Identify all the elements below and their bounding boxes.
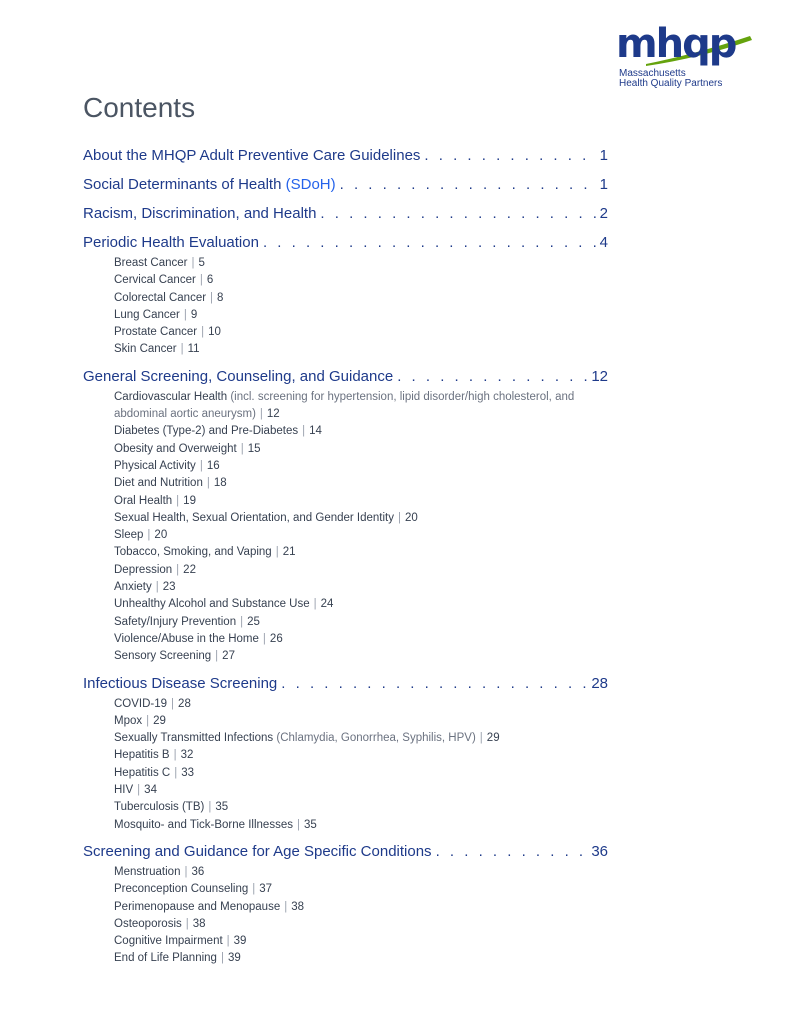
toc-section-page: 28 xyxy=(591,674,608,692)
toc-subsection-title: Cervical Cancer xyxy=(114,274,196,287)
toc-subsection-page: 38 xyxy=(192,917,206,930)
page-separator: | xyxy=(146,714,150,727)
toc-subsection-link[interactable] xyxy=(114,389,608,424)
page-separator: | xyxy=(220,952,224,965)
dot-leader xyxy=(340,174,596,196)
page-separator: | xyxy=(180,343,184,356)
toc-subsection-list xyxy=(83,389,608,666)
logo-org-name xyxy=(619,69,722,89)
toc-subsection-link[interactable] xyxy=(114,255,608,272)
toc-subsection-title: Breast Cancer xyxy=(114,257,188,269)
toc-subsection-link[interactable] xyxy=(114,562,608,579)
toc-subsection-title: Menstruation xyxy=(114,865,181,878)
toc-subsection-link[interactable] xyxy=(114,881,608,898)
toc-section-link[interactable] xyxy=(83,673,608,695)
toc-section-page: 1 xyxy=(599,176,608,193)
toc-subsection-link[interactable] xyxy=(114,648,608,665)
toc-subsection-page: 35 xyxy=(303,818,317,831)
toc-subsection-title: Colorectal Cancer xyxy=(114,291,207,304)
logo-org-line1: Massachusetts xyxy=(619,68,686,79)
toc-subsection-page: 19 xyxy=(183,494,196,507)
page-separator: | xyxy=(313,598,317,611)
toc-subsection-link[interactable] xyxy=(114,799,608,816)
page-separator: | xyxy=(275,546,279,559)
page-separator: | xyxy=(259,408,263,421)
toc-subsection-page: 39 xyxy=(233,935,247,948)
toc-subsection-title: COVID-19 xyxy=(114,697,168,710)
toc-subsection-link[interactable] xyxy=(114,579,608,596)
page-separator: | xyxy=(199,459,203,472)
page-separator: | xyxy=(208,801,212,814)
page-separator: | xyxy=(137,784,141,797)
page-separator: | xyxy=(171,697,175,710)
toc-section-title: Social Determinants of Health xyxy=(83,176,282,193)
page-separator: | xyxy=(155,581,159,594)
toc-section-title: Racism, Discrimination, and Health xyxy=(83,205,317,222)
toc-subsection-title: HIV xyxy=(114,784,134,797)
toc-subsection-title: Mpox xyxy=(114,714,143,727)
toc-section xyxy=(83,366,608,666)
toc-subsection-link[interactable] xyxy=(114,631,608,648)
toc-subsection-page: 21 xyxy=(282,546,296,559)
toc-subsection-note: (incl. screening for hypertension, lipid disorder/high cholesterol, and abdominal aortic aneurysm) xyxy=(114,390,575,421)
toc-subsection-link[interactable] xyxy=(114,916,608,933)
toc-subsection-list xyxy=(83,255,608,359)
toc-section-page: 36 xyxy=(591,842,608,860)
toc-subsection-title: Safety/Injury Prevention xyxy=(114,615,237,628)
toc-subsection-link[interactable] xyxy=(114,423,608,440)
toc-subsection-link[interactable] xyxy=(114,899,608,916)
toc-subsection-title: Sexual Health, Sexual Orientation, and Gender Identity xyxy=(114,511,395,524)
toc-subsection-link[interactable] xyxy=(114,510,608,527)
toc-subsection-title: Perimenopause and Menopause xyxy=(114,900,281,913)
toc-section-link[interactable] xyxy=(83,232,608,254)
toc-subsection-title: Obesity and Overweight xyxy=(114,442,237,455)
toc-section-page: 12 xyxy=(591,367,608,385)
toc-subsection-title: Sensory Screening xyxy=(114,650,212,663)
toc-subsection-link[interactable] xyxy=(114,696,608,713)
toc-subsection-page: 10 xyxy=(208,326,221,339)
mhqp-logo xyxy=(616,21,756,94)
toc-subsection-list xyxy=(83,696,608,834)
toc-subsection-title: Depression xyxy=(114,563,173,576)
page-separator: | xyxy=(191,257,195,269)
toc-subsection-link[interactable] xyxy=(114,730,608,747)
toc-subsection-page: 26 xyxy=(269,632,283,645)
toc-subsection-page: 14 xyxy=(309,425,322,438)
toc-subsection-title: Prostate Cancer xyxy=(114,326,198,339)
dot-leader xyxy=(424,145,595,167)
toc-subsection-title: Unhealthy Alcohol and Substance Use xyxy=(114,598,310,611)
toc-subsection-title: Physical Activity xyxy=(114,459,196,472)
toc-subsection-page: 29 xyxy=(153,714,166,727)
toc-subsection-title: Hepatitis C xyxy=(114,766,171,779)
toc-subsection-page: 34 xyxy=(144,784,157,797)
toc-subsection-link[interactable] xyxy=(114,475,608,492)
toc-subsection-page: 38 xyxy=(291,900,305,913)
toc-section-link[interactable] xyxy=(83,174,608,196)
toc-subsection-title: Oral Health xyxy=(114,494,173,507)
toc-subsection-title: Cardiovascular Health xyxy=(114,390,228,403)
toc-section-title: About the MHQP Adult Preventive Care Guidelines xyxy=(83,147,421,164)
toc-subsection-link[interactable] xyxy=(114,864,608,881)
toc-subsection-page: 11 xyxy=(187,343,200,356)
toc-section xyxy=(83,232,608,359)
page-separator: | xyxy=(184,865,188,878)
toc-subsection-link[interactable] xyxy=(114,614,608,631)
toc-subsection-link[interactable] xyxy=(114,817,608,834)
toc-section-title: Periodic Health Evaluation xyxy=(83,234,259,251)
page-separator: | xyxy=(183,308,187,321)
toc-subsection-page: 25 xyxy=(247,615,260,628)
toc-subsection-page: 9 xyxy=(190,308,198,321)
page-separator: | xyxy=(284,900,288,913)
toc-section-page: 4 xyxy=(599,234,608,251)
page-separator: | xyxy=(226,935,230,948)
toc-subsection-page: 28 xyxy=(178,697,191,710)
toc-subsection-page: 20 xyxy=(405,511,418,524)
toc-section xyxy=(83,174,608,196)
toc-subsection-link[interactable] xyxy=(114,272,608,289)
toc-subsection-link[interactable] xyxy=(114,713,608,730)
logo-mark: mhqp xyxy=(616,21,736,67)
toc-subsection-link[interactable] xyxy=(114,747,608,764)
toc-subsection-link[interactable] xyxy=(114,950,608,967)
page-separator: | xyxy=(398,511,402,524)
toc-subsection-page: 36 xyxy=(191,865,205,878)
logo-org-line2: Health Quality Partners xyxy=(619,78,723,89)
toc-section-link[interactable] xyxy=(83,366,608,388)
toc-subsection-page: 22 xyxy=(183,563,196,576)
toc-subsection-link[interactable] xyxy=(114,307,608,324)
toc-subsection-title: Diabetes (Type-2) and Pre-Diabetes xyxy=(114,425,299,438)
toc-subsection-title: Tobacco, Smoking, and Vaping xyxy=(114,546,272,559)
page-separator: | xyxy=(147,529,151,542)
toc-subsection-page: 20 xyxy=(154,529,168,542)
toc-subsection-link[interactable] xyxy=(114,782,608,799)
toc-section xyxy=(83,145,608,167)
page-separator: | xyxy=(262,632,266,645)
toc-subsection-link[interactable] xyxy=(114,596,608,613)
toc-section xyxy=(83,841,608,968)
page-separator: | xyxy=(210,291,214,304)
dot-leader xyxy=(397,366,587,388)
toc-section-page: 2 xyxy=(599,205,608,222)
toc-subsection-page: 27 xyxy=(222,650,235,663)
toc-subsection-title: Lung Cancer xyxy=(114,308,180,321)
page-separator: | xyxy=(201,326,205,339)
toc-section xyxy=(83,203,608,225)
toc-subsection-page: 16 xyxy=(206,459,220,472)
toc-subsection-page: 18 xyxy=(213,477,227,490)
toc-subsection-page: 5 xyxy=(198,257,205,269)
toc-subsection-link[interactable] xyxy=(114,441,608,458)
toc-subsection-title: End of Life Planning xyxy=(114,952,217,965)
toc-subsection-title: Skin Cancer xyxy=(114,343,177,356)
page-separator: | xyxy=(185,917,189,930)
toc-subsection-page: 39 xyxy=(227,952,241,965)
dot-leader xyxy=(320,203,595,225)
toc-section-link[interactable] xyxy=(83,841,608,863)
toc-subsection-link[interactable] xyxy=(114,324,608,341)
toc-subsection-page: 23 xyxy=(162,581,176,594)
toc-subsection-note: (Chlamydia, Gonorrhea, Syphilis, HPV) xyxy=(276,732,476,745)
toc-subsection-page: 24 xyxy=(320,598,334,611)
toc-subsection-title: Preconception Counseling xyxy=(114,883,249,896)
dot-leader xyxy=(436,841,588,863)
toc-subsection-title: Sexually Transmitted Infections xyxy=(114,732,274,745)
page-separator: | xyxy=(173,749,177,762)
toc-subsection-page: 12 xyxy=(266,408,280,421)
toc-subsection-page: 32 xyxy=(180,749,194,762)
toc-subsection-link[interactable] xyxy=(114,493,608,510)
toc-subsection-link[interactable] xyxy=(114,765,608,782)
toc-section-title: Infectious Disease Screening xyxy=(83,674,278,692)
page-separator: | xyxy=(176,563,180,576)
toc-subsection-title: Sleep xyxy=(114,529,144,542)
toc-subsection-page: 35 xyxy=(215,801,229,814)
page-separator: | xyxy=(479,732,483,745)
toc-subsection-page: 37 xyxy=(259,883,273,896)
toc-subsection-link[interactable] xyxy=(114,527,608,544)
page-separator: | xyxy=(199,274,203,287)
toc-subsection-title: Anxiety xyxy=(114,581,152,594)
toc-subsection-link[interactable] xyxy=(114,544,608,561)
toc-subsection-page: 33 xyxy=(181,766,195,779)
toc-section-link[interactable] xyxy=(83,203,608,225)
page-separator: | xyxy=(252,883,256,896)
page-separator: | xyxy=(206,477,210,490)
toc-subsection-title: Diet and Nutrition xyxy=(114,477,203,490)
toc-subsection-title: Mosquito- and Tick-Borne Illnesses xyxy=(114,818,293,831)
toc-subsection-list xyxy=(83,864,608,968)
page-separator: | xyxy=(240,442,244,455)
page-separator: | xyxy=(296,818,300,831)
toc-subsection-link[interactable] xyxy=(114,290,608,307)
toc-subsection-title: Tuberculosis (TB) xyxy=(114,801,205,814)
table-of-contents xyxy=(83,145,608,975)
toc-subsection-title: Violence/Abuse in the Home xyxy=(114,632,259,645)
page-title: Contents xyxy=(83,92,196,123)
toc-section-title: Screening and Guidance for Age Specific Conditions xyxy=(83,842,432,860)
toc-subsection-title: Cognitive Impairment xyxy=(114,935,223,948)
toc-section-subtitle: (SDoH) xyxy=(285,176,336,193)
toc-subsection-page: 15 xyxy=(247,442,261,455)
page-separator: | xyxy=(302,425,306,438)
toc-subsection-page: 29 xyxy=(486,732,500,745)
dot-leader xyxy=(263,232,596,254)
page-separator: | xyxy=(215,650,219,663)
toc-subsection-title: Osteoporosis xyxy=(114,917,182,930)
toc-section-link[interactable] xyxy=(83,145,608,167)
page-separator: | xyxy=(176,494,180,507)
toc-subsection-link[interactable] xyxy=(114,933,608,950)
toc-subsection-link[interactable] xyxy=(114,458,608,475)
page-separator: | xyxy=(240,615,244,628)
toc-subsection-link[interactable] xyxy=(114,341,608,358)
toc-subsection-page: 6 xyxy=(206,274,214,287)
toc-section-page: 1 xyxy=(599,147,608,164)
toc-subsection-title: Hepatitis B xyxy=(114,749,170,762)
toc-section xyxy=(83,673,608,834)
dot-leader xyxy=(281,673,587,695)
toc-section-title: General Screening, Counseling, and Guidance xyxy=(83,367,394,385)
toc-subsection-page: 8 xyxy=(217,291,224,304)
page-separator: | xyxy=(174,766,178,779)
